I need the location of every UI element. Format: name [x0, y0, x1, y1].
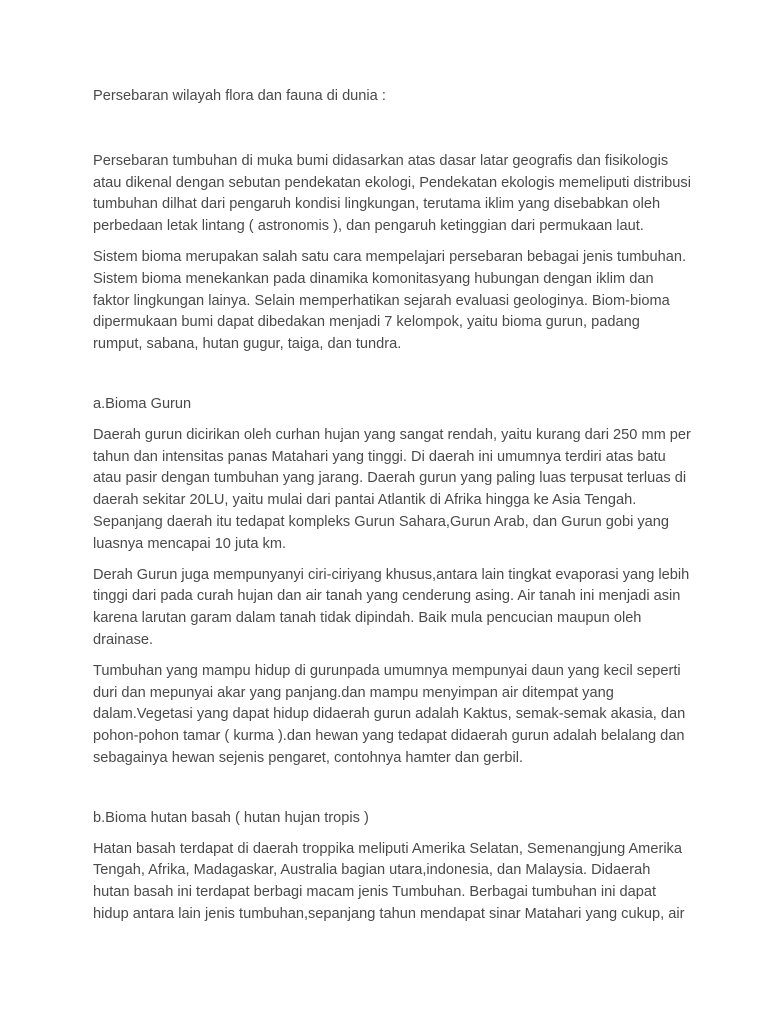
text-line: Derah Gurun juga mempunyanyi ciri-ciriyang khusus,antara lain tingkat evaporasi yang lebih [93, 566, 690, 583]
text-line: Tumbuhan yang mampu hidup di gurunpada umumnya mempunyai daun yang kecil seperti [93, 662, 681, 679]
text-line: Daerah gurun dicirikan oleh curhan hujan yang sangat rendah, yaitu kurang dari 250 mm per [93, 426, 691, 443]
section-b-heading: b.Bioma hutan basah ( hutan hujan tropis ) [93, 809, 369, 826]
text-line: sebagainya hewan sejenis pengaret, contohnya hamter dan gerbil. [93, 749, 523, 766]
text-line: dalam.Vegetasi yang dapat hidup didaerah gurun adalah Kaktus, semak-semak akasia, dan [93, 706, 686, 723]
section-a-paragraph-2 [93, 565, 690, 652]
text-line: Hatan basah terdapat di daerah troppika meliputi Amerika Selatan, Semenangjung Amerika [93, 840, 682, 857]
text-line: rumput, sabana, hutan gugur, taiga, dan tundra. [93, 336, 402, 353]
text-line: tumbuhan dilhat dari pengaruh kondisi lingkungan, terutama iklim yang disebabkan oleh [93, 196, 661, 213]
text-line: dipermukaan bumi dapat dibedakan menjadi 7 kelompok, yaitu bioma gurun, padang [93, 314, 640, 331]
text-line: Persebaran tumbuhan di muka bumi didasarkan atas dasar latar geografis dan fisikologis [93, 152, 669, 169]
text-line: faktor lingkungan lainya. Selain memperhatikan sejarah evaluasi geologinya. Biom-bioma [93, 292, 670, 309]
text-line: Tengah, Afrika, Madagaskar, Australia bagian utara,indonesia, dan Malaysia. Didaerah [93, 862, 651, 879]
text-line: tinggi dari pada curah hujan dan air tanah yang cenderung asing. Air tanah ini menjadi asin [93, 588, 681, 605]
paragraph-intro-1 [93, 151, 691, 238]
section-a-paragraph-3 [93, 661, 686, 770]
section-a-heading: a.Bioma Gurun [93, 395, 192, 412]
text-line: pohon-pohon tamar ( kurma ).dan hewan yang tedapat didaerah gurun adalah belalang dan [93, 728, 685, 745]
document-content [93, 86, 691, 926]
text-line: hutan basah ini terdapat berbagi macam jenis Tumbuhan. Berbagai tumbuhan ini dapat [93, 884, 657, 901]
text-line: perbedaan letak lintang ( astronomis ), dan pengaruh ketinggian dari permukaan laut. [93, 218, 644, 235]
section-a-paragraph-1 [93, 425, 691, 556]
document-title: Persebaran wilayah flora dan fauna di dunia : [93, 88, 386, 104]
text-line: daerah sekitar 20LU, yaitu mulai dari pantai Atlantik di Afrika hingga ke Asia Tengah. [93, 492, 637, 509]
text-line: atau pasir dengan tumbuhan yang jarang. Daerah gurun yang paling luas terpusat terluas di [93, 470, 687, 487]
section-b-paragraph-1 [93, 839, 683, 926]
text-line: atau dikenal dengan sebutan pendekatan ekologi, Pendekatan ekologis memeliputi distribusi [93, 174, 691, 191]
text-line: tahun dan intensitas panas Matahari yang tinggi. Di daerah ini umumnya terdiri atas batu [93, 448, 666, 465]
text-line: hidup antara lain jenis tumbuhan,sepanjang tahun mendapat sinar Matahari yang cukup, air [93, 905, 685, 922]
text-line: Sepanjang daerah itu tedapat kompleks Gurun Sahara,Gurun Arab, dan Gurun gobi yang [93, 513, 670, 530]
text-line: luasnya mencapai 10 juta km. [93, 535, 287, 552]
text-line: drainase. [93, 631, 154, 648]
text-line: Sistem bioma menekankan pada dinamika komonitasyang hubungan dengan iklim dan [93, 270, 654, 287]
text-line: Sistem bioma merupakan salah satu cara mempelajari persebaran bebagai jenis tumbuhan. [93, 248, 686, 265]
paragraph-intro-2 [93, 247, 686, 356]
text-line: karena larutan garam dalam tanah tidak dipindah. Baik mula pencucian maupun oleh [93, 610, 642, 627]
text-line: duri dan mepunyai akar yang panjang.dan mampu menyimpan air ditempat yang [93, 684, 614, 701]
